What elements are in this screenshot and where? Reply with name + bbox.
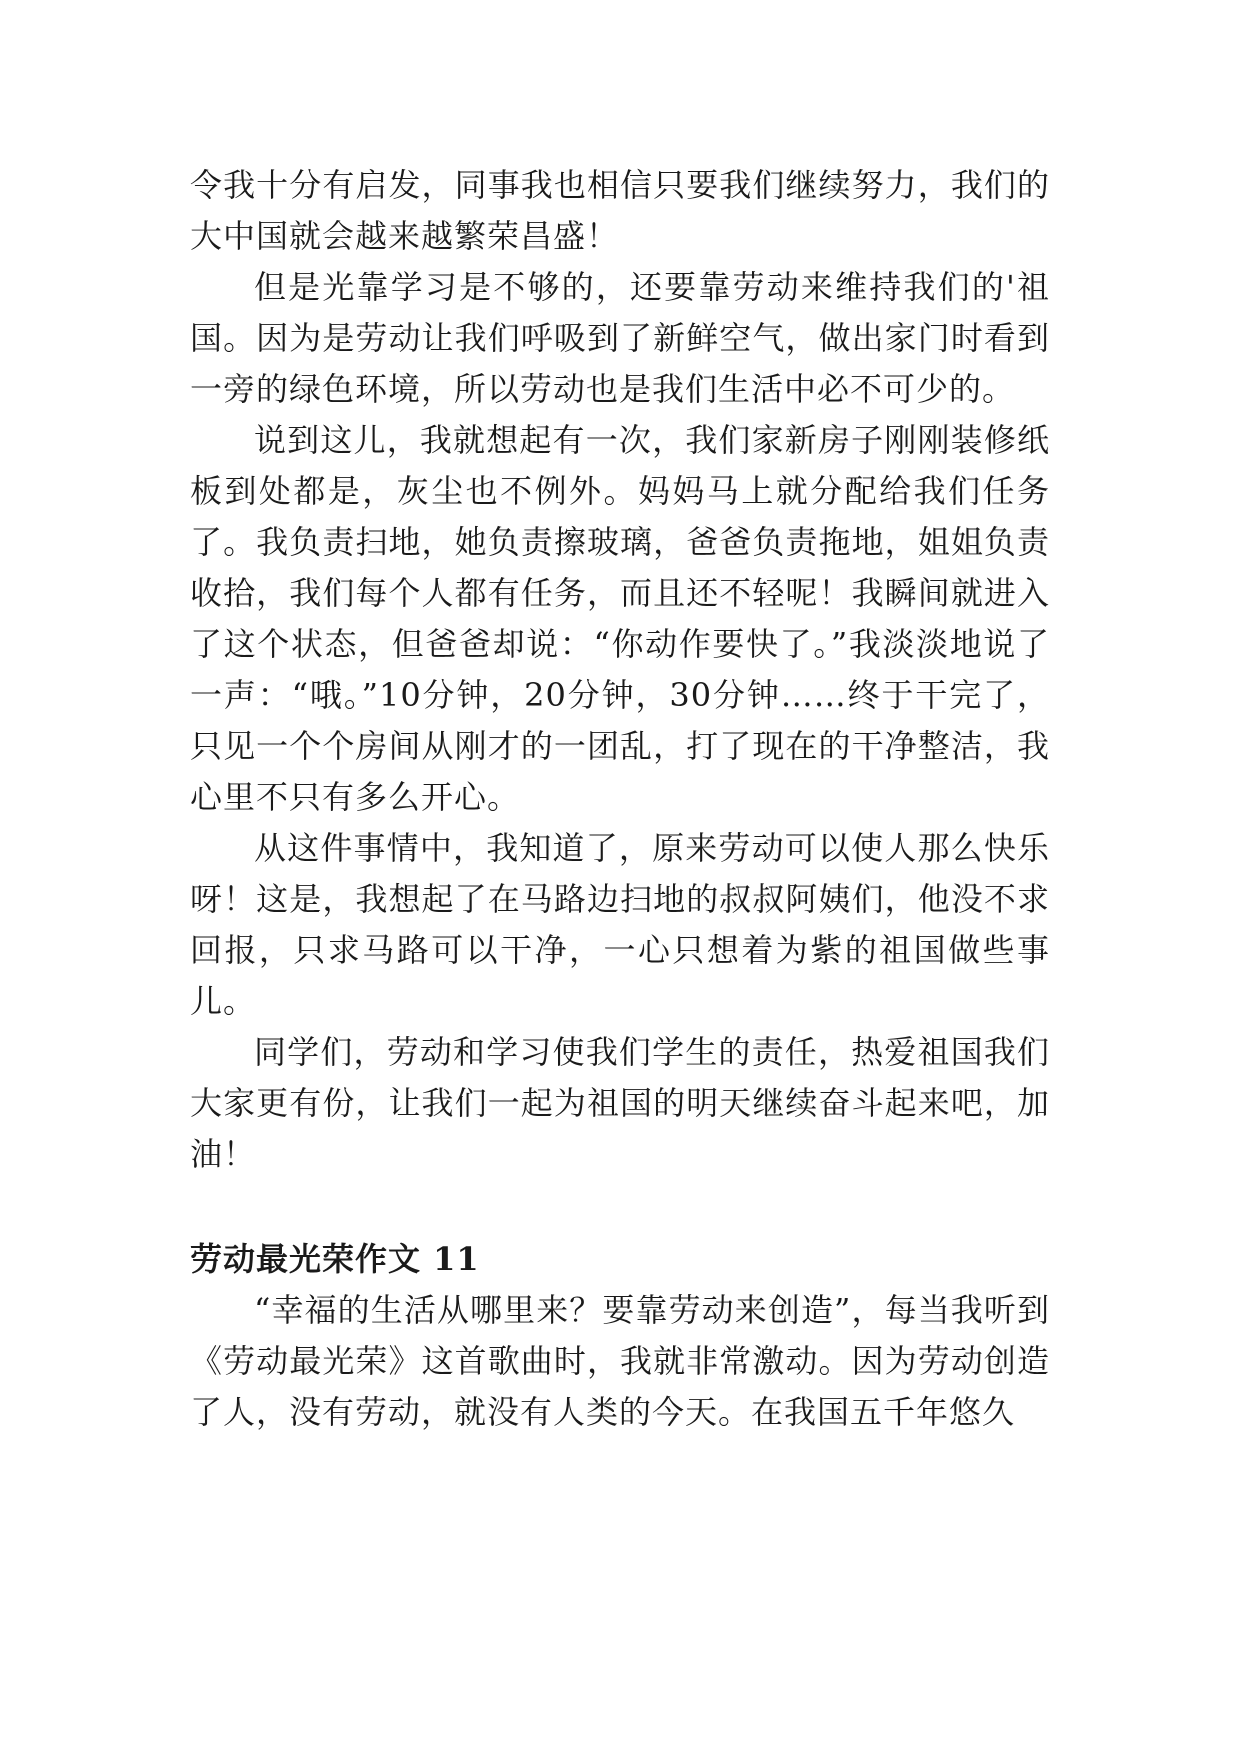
section-spacer <box>190 1180 1050 1234</box>
paragraph-continuation: 令我十分有启发，同事我也相信只要我们继续努力，我们的大中国就会越来越繁荣昌盛！ <box>190 166 1050 255</box>
paragraph-essay-11-opening: “幸福的生活从哪里来？要靠劳动来创造”，每当我听到《劳动最光荣》这首歌曲时，我就非常激动。因为劳动创造了人，没有劳动，就没有人类的今天。在我国五千年悠久 <box>190 1291 1050 1431</box>
document-page <box>190 160 1050 1438</box>
paragraph-labor-maintains-country: 但是光靠学习是不够的，还要靠劳动来维持我们的'祖国。因为是劳动让我们呼吸到了新鲜空气，做出家门时看到一旁的绿色环境，所以劳动也是我们生活中必不可少的。 <box>190 268 1050 408</box>
paragraph-house-cleaning-story: 说到这儿，我就想起有一次，我们家新房子刚刚装修纸板到处都是，灰尘也不例外。妈妈马上就分配给我们任务了。我负责扫地，她负责擦玻璃，爸爸负责拖地，姐姐负责收拾，我们每个人都有任务，而且还不轻呢！我瞬间就进入了这个状态，但爸爸却说：“你动作要快了。”我淡淡地说了一声：“哦。”10分钟，20分钟，30分钟……终于干完了，只见一个个房间从刚才的一团乱，打了现在的干净整洁，我心里不只有多么开心。 <box>190 421 1050 816</box>
paragraph-lesson-learned: 从这件事情中，我知道了，原来劳动可以使人那么快乐呀！这是，我想起了在马路边扫地的叔叔阿姨们，他没不求回报，只求马路可以干净，一心只想着为紫的祖国做些事儿。 <box>190 829 1050 1020</box>
paragraph-closing-call: 同学们，劳动和学习使我们学生的责任，热爱祖国我们大家更有份，让我们一起为祖国的明天继续奋斗起来吧，加油！ <box>190 1033 1050 1173</box>
section-title: 劳动最光荣作文 11 <box>190 1240 480 1278</box>
